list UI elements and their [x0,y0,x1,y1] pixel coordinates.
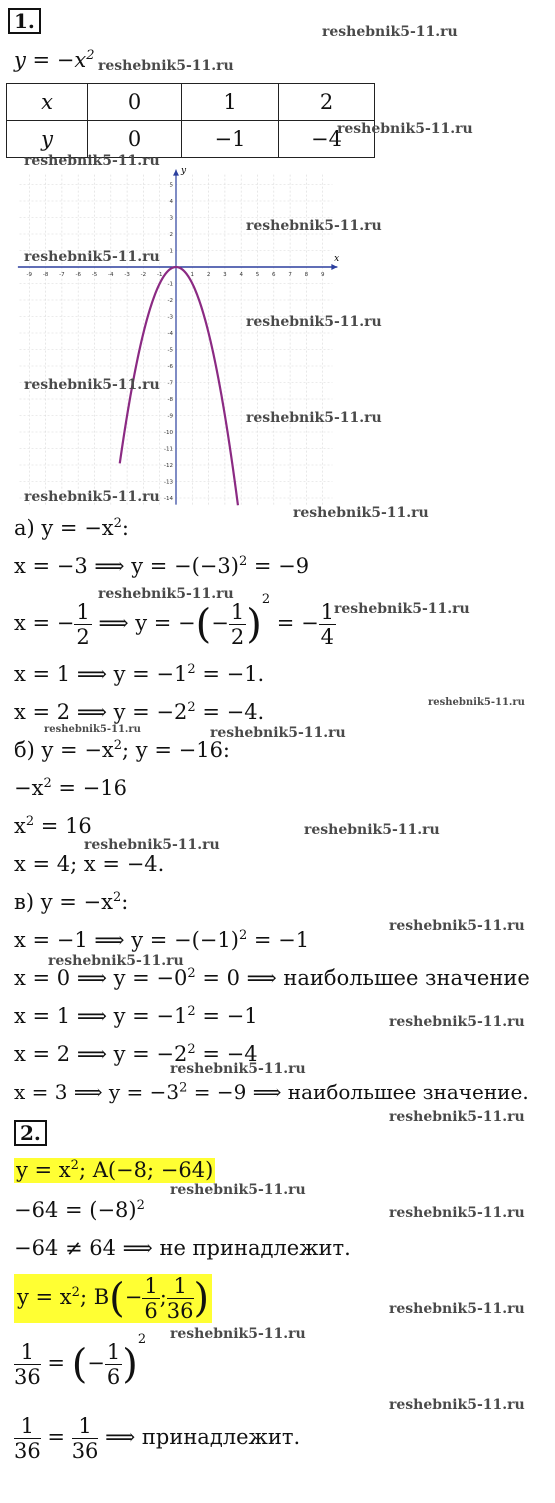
x-tick-label: 7 [288,272,292,278]
numerator: 1 [167,1274,194,1299]
exponent: 2 [70,1158,79,1173]
exponent: 2 [43,776,52,791]
exponent: 2 [136,1198,145,1213]
exponent: 2 [71,1285,80,1301]
line-text: −64 = (−8) [14,1198,137,1222]
fraction [229,600,246,649]
line-text: x [14,814,26,838]
y-tick-label: -1 [167,281,173,288]
watermark: reshebnik5-11.ru [98,586,234,602]
watermark: reshebnik5-11.ru [24,489,160,505]
part-a-text: а) y = −x [14,516,114,540]
line-text: x = − [14,611,75,636]
watermark: reshebnik5-11.ru [170,1326,306,1342]
exponent: 2 [187,1004,196,1019]
paren: ) [122,1341,138,1388]
line-text: y = x [17,1285,72,1310]
numerator: 1 [106,1340,121,1364]
watermark: reshebnik5-11.ru [334,601,470,617]
paren: ) [246,601,262,648]
y-tick-label: -8 [167,397,173,403]
x-tick-label: 2 [206,272,211,278]
line-text: = −16 [51,776,127,800]
line-text: = [40,1351,72,1376]
line-text: = [40,1425,72,1450]
watermark: reshebnik5-11.ru [322,24,458,40]
denominator: 6 [106,1365,121,1390]
exponent: 2 [113,516,122,531]
line-text: = −9 [247,554,310,578]
task2-line-1 [14,1200,145,1221]
watermark: reshebnik5-11.ru [48,953,184,969]
watermark: reshebnik5-11.ru [210,725,346,741]
exponent: 2 [113,738,123,753]
watermark: reshebnik5-11.ru [246,314,382,330]
watermark: reshebnik5-11.ru [98,58,234,74]
y-tick-label: -9 [167,413,173,420]
y-tick-label: -2 [167,298,173,304]
watermark: reshebnik5-11.ru [246,410,382,426]
function-text: y = −x [14,48,87,72]
line-text: = −1 [195,1004,258,1028]
line-text: x = −1 ⟹ y = −(−1) [14,928,239,952]
x-tick-label: -5 [91,272,98,278]
y-tick-label: -4 [167,331,173,337]
part-a-line-2: x = − $\frac{1}{2}$ ⟹ y = −(− $\frac{1}{2}$ )$^2$ = − $\frac{1}{4}$ [14,592,335,650]
parabola-graph [14,165,344,510]
denominator: 2 [76,625,90,650]
line-text: x = 2 ⟹ y = −2 [14,700,188,724]
denominator: 36 [71,1439,99,1464]
x-tick-label: -4 [108,272,114,278]
line-text: = −1. [195,662,265,686]
part-a-line-3 [14,664,264,685]
exponent: 2 [187,662,196,677]
y-tick-label: 5 [169,182,173,189]
x-tick-label: -9 [26,272,33,278]
part-v-line-2 [14,968,530,989]
part-b-text: б) y = −x [14,738,114,762]
exponent: 2 [238,554,248,569]
task2-highlight-b: $y = x^2$; B(− $\frac{1}{6}$ ; $\frac{1}{36}$ ) [14,1274,212,1323]
y-tick-label: -7 [167,380,173,387]
part-v-line-1 [14,930,309,951]
line-text: x = 3 ⟹ y = −3 [14,1080,180,1104]
watermark: reshebnik5-11.ru [293,505,429,521]
task2-highlight-a [14,1158,215,1183]
watermark: reshebnik5-11.ru [24,153,160,169]
x-tick-label: 1 [190,272,195,278]
table-cell: y [7,121,88,158]
watermark: reshebnik5-11.ru [170,1182,306,1198]
line-text: = −4. [195,700,265,724]
denominator: 4 [320,625,335,650]
line-text: y = x [16,1158,71,1182]
y-tick-label: -10 [164,430,173,436]
task2-line-2: −64 ≠ 64 ⟹ не принадлежит. [14,1236,351,1260]
line-text: = −9 ⟹ наибольшее значение. [187,1080,529,1104]
fraction [105,1340,122,1389]
watermark: reshebnik5-11.ru [389,1109,525,1125]
exponent: 2 [86,48,95,63]
y-tick-label: 1 [169,248,173,255]
y-tick-label: -3 [167,314,173,321]
x-tick-label: -3 [124,272,130,278]
part-a-line-4 [14,702,264,723]
table-cell: 1 [182,84,279,121]
numerator: 1 [14,1340,41,1365]
numerator: 1 [230,600,245,624]
x-tick-label: -2 [140,272,147,278]
denominator: 2 [230,625,245,650]
task-number-2: 2. [14,1120,47,1146]
line-text: x = −3 ⟹ y = −(−3) [14,554,239,578]
line-text: ; A(−8; −64) [78,1158,214,1182]
numerator: 1 [76,600,90,624]
numerator: 1 [72,1414,99,1439]
y-tick-label: 4 [169,199,173,205]
exponent: 2 [137,1332,147,1347]
watermark: reshebnik5-11.ru [389,1301,525,1317]
fraction [14,1414,41,1463]
paren: ) [193,1275,210,1322]
x-tick-label: 3 [223,272,227,278]
table-cell: −4 [279,121,375,158]
exponent: 2 [179,1080,188,1096]
y-axis-label: y [181,165,187,176]
x-tick-label: 8 [304,272,309,278]
y-tick-label: -14 [164,496,173,502]
line-text: x = 1 ⟹ y = −1 [14,1004,188,1028]
x-tick-label: 9 [320,272,325,278]
numerator: 1 [320,600,335,624]
watermark: reshebnik5-11.ru [428,697,525,708]
denominator: 36 [14,1365,41,1390]
line-text: = 0 ⟹ наибольшее значение [195,966,530,990]
exponent: 2 [25,814,35,829]
watermark: reshebnik5-11.ru [170,1061,306,1077]
watermark: reshebnik5-11.ru [84,837,220,853]
line-text: ; y = −16: [122,738,230,762]
y-tick-label: -6 [167,364,173,370]
paren: ( [71,1341,88,1388]
fraction [74,600,91,649]
table-cell: 0 [88,121,182,158]
table-row [7,121,375,158]
line-text: : [121,890,129,914]
line-text: ; B [79,1285,110,1310]
y-axis-arrow [173,170,179,176]
table-row [7,84,375,121]
watermark: reshebnik5-11.ru [24,249,160,265]
line-text: −x [14,776,44,800]
fraction [72,1414,99,1463]
task-number-1: 1. [8,8,41,34]
numerator: 1 [14,1414,41,1439]
denominator: 6 [144,1299,158,1324]
watermark: reshebnik5-11.ru [44,724,141,735]
exponent: 2 [261,592,271,607]
denominator: 36 [166,1299,194,1324]
part-b-line-2 [14,816,92,837]
line-text: x = 1 ⟹ y = −1 [14,662,188,686]
watermark: reshebnik5-11.ru [246,218,382,234]
y-tick-label: -5 [167,347,173,354]
fraction [14,1340,41,1389]
line-text: ⟹ принадлежит. [98,1425,301,1450]
x-tick-label: -6 [75,272,81,278]
x-tick-label: 6 [272,272,276,278]
table-cell: x [7,84,88,121]
y-tick-label: 3 [169,215,173,222]
line-text: x = 0 ⟹ y = −0 [14,966,188,990]
x-tick-label: 4 [239,272,243,278]
paren: ( [109,1275,125,1322]
fraction [167,1274,194,1323]
line-text: x = 2 ⟹ y = −2 [14,1042,188,1066]
fraction [142,1274,159,1323]
table-cell: −1 [182,121,279,158]
watermark: reshebnik5-11.ru [337,121,473,137]
y-tick-label: -13 [164,479,173,486]
exponent: 2 [112,890,122,905]
paren: ( [195,601,212,648]
numerator: 1 [144,1274,158,1298]
x-tick-label: 5 [255,272,260,278]
exponent: 2 [187,966,196,981]
part-v-line-3 [14,1006,258,1027]
watermark: reshebnik5-11.ru [304,822,440,838]
part-v-line-5 [14,1082,529,1102]
x-tick-label: -8 [42,272,49,278]
y-tick-label: -12 [164,463,173,469]
task2-line-3: $\frac{1}{36}$ = (− $\frac{1}{6}$ )$^2$ [14,1332,147,1390]
watermark: reshebnik5-11.ru [389,1397,525,1413]
exponent: 2 [238,928,248,943]
line-text: ⟹ y = − [91,611,196,636]
part-v-text: в) y = −x [14,890,113,914]
table-cell: 2 [279,84,375,121]
line-text: = 16 [34,814,92,838]
part-a-line-1 [14,556,309,577]
exponent: 2 [187,700,196,715]
part-b-line-1 [14,778,127,799]
table-cell: 0 [88,84,182,121]
denominator: 36 [14,1439,41,1464]
watermark: reshebnik5-11.ru [24,377,160,393]
x-tick-label: -1 [156,272,163,278]
part-v-heading [14,892,128,913]
y-tick-label: 2 [169,232,173,238]
watermark: reshebnik5-11.ru [389,918,525,934]
watermark: reshebnik5-11.ru [389,1014,525,1030]
y-tick-label: -11 [164,446,173,453]
watermark: reshebnik5-11.ru [389,1205,525,1221]
task2-line-4 [14,1414,300,1463]
part-a-heading: а) $y = -x^2$: [14,516,129,540]
x-axis-label: x [334,254,340,264]
x-tick-label: -7 [59,272,65,278]
line-text: = −4 [195,1042,258,1066]
part-b-heading [14,740,230,761]
line-text: = − [270,611,319,636]
exponent: 2 [187,1042,196,1057]
function-title [14,50,95,71]
line-text: = −1 [247,928,310,952]
part-b-line-3: x = 4; x = −4. [14,852,165,876]
x-axis-arrow [331,264,337,270]
value-table [6,83,375,158]
